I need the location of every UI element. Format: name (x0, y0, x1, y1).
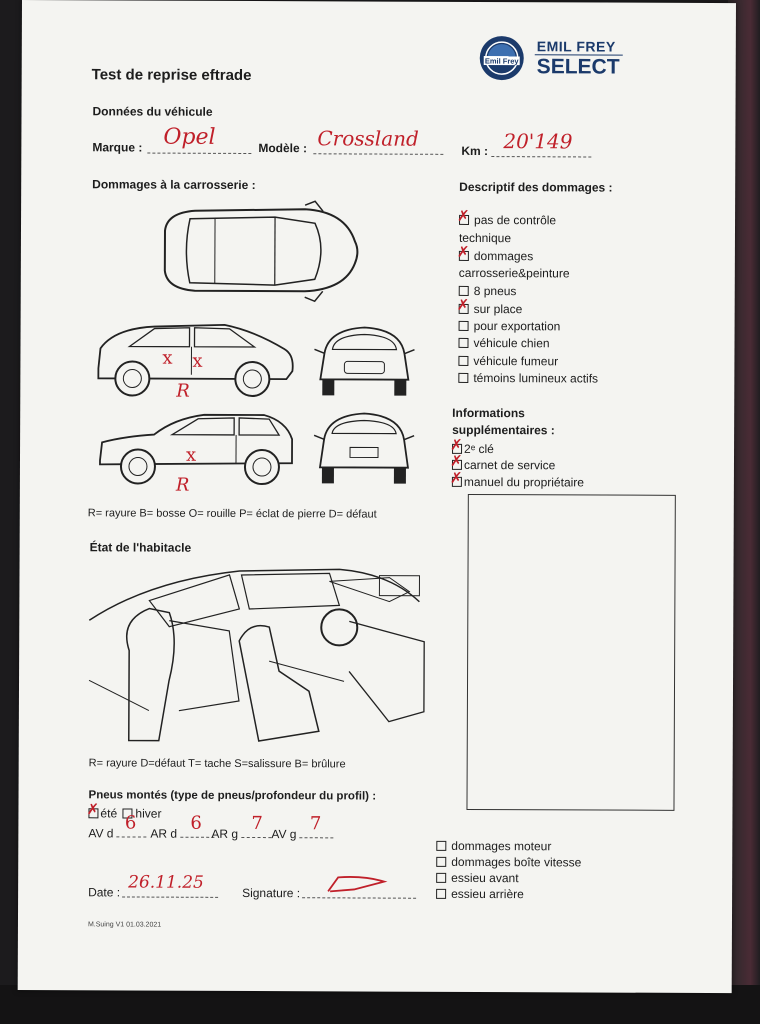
inspection-form-sheet (18, 0, 736, 993)
damage-item-export[interactable]: pour exportation (459, 319, 561, 333)
extra-info-heading-line1: Informations (452, 405, 525, 421)
checkbox-checked[interactable]: ✗ (449, 468, 463, 487)
checkbox[interactable] (459, 286, 469, 296)
checkbox[interactable] (458, 338, 468, 348)
marque-field[interactable] (147, 124, 251, 154)
car-front-view-drawing (314, 323, 414, 401)
damage-item-8-tires[interactable]: 8 pneus (459, 284, 517, 298)
form-title: Test de reprise eftrade (91, 66, 252, 85)
tire-type-winter[interactable]: hiver (122, 806, 161, 820)
emil-frey-badge-icon (478, 32, 528, 82)
vehicle-data-heading: Données du véhicule (92, 104, 213, 119)
modele-field[interactable] (313, 126, 443, 155)
damage-item-no-inspection[interactable]: ✗ pas de contrôle (457, 206, 557, 228)
mech-item-rear-axle[interactable]: essieu arrière (436, 887, 524, 901)
tire-ar-g-field[interactable]: 7 (241, 823, 271, 838)
checkbox[interactable] (436, 889, 446, 899)
extra-item-second-key[interactable]: ✗ 2ᵉ clé (450, 435, 494, 457)
tire-ar-d[interactable]: AR d 6 (150, 823, 214, 841)
km-field[interactable] (491, 129, 591, 157)
damage-mark-4: x (185, 444, 197, 466)
checkbox-checked[interactable]: ✗ (456, 295, 470, 314)
interior-legend: R= rayure D=défaut T= tache S=salissure B= brûlure (88, 757, 346, 771)
tire-av-g-field[interactable]: 7 (300, 823, 334, 838)
modele-value: Crossland (317, 126, 419, 151)
car-rear-view-drawing (314, 411, 414, 489)
interior-heading: État de l'habitacle (89, 540, 192, 555)
damage-item-label-cont: technique (458, 230, 512, 246)
bodywork-heading: Dommages à la carrosserie : (92, 177, 256, 193)
marque-label: Marque : (92, 140, 143, 155)
car-interior-drawing (89, 560, 425, 751)
notes-box[interactable] (466, 494, 675, 811)
damage-mark-3: R (176, 380, 190, 402)
logo-badge-text: Emil Frey (484, 56, 519, 66)
checkbox-checked[interactable]: ✗ (456, 242, 470, 261)
signature-label: Signature : (242, 885, 301, 901)
checkbox[interactable] (436, 841, 446, 851)
tires-heading: Pneus montés (type de pneus/profondeur du profil) : (88, 789, 377, 803)
damage-item-on-site[interactable]: ✗ sur place (456, 295, 523, 317)
modele-label: Modèle : (258, 141, 308, 156)
logo-brand-line1: EMIL FREY (536, 38, 616, 55)
tire-type-summer[interactable]: ✗ été (86, 800, 118, 821)
damage-description-heading: Descriptif des dommages : (459, 179, 613, 195)
date-label: Date : (88, 885, 121, 900)
extra-info-heading-line2: supplémentaires : (452, 422, 555, 438)
date-field[interactable] (122, 872, 218, 897)
logo-brand-line2: SELECT (536, 55, 620, 79)
car-right-side-drawing (94, 408, 299, 489)
damage-item-body-paint[interactable]: ✗ dommages (456, 242, 534, 264)
checkbox-checked[interactable]: ✗ (86, 800, 100, 819)
date-value: 26.11.25 (128, 872, 204, 893)
checkbox-checked[interactable]: ✗ (449, 451, 463, 470)
mech-item-front-axle[interactable]: essieu avant (436, 871, 518, 885)
checkbox[interactable] (458, 373, 468, 383)
signature-field[interactable] (302, 873, 416, 898)
checkbox-checked[interactable]: ✗ (457, 206, 470, 225)
checkbox[interactable] (458, 356, 468, 366)
tire-av-d-field[interactable]: 6 (117, 822, 147, 837)
tire-av-g[interactable]: AV g 7 (271, 823, 334, 841)
tire-av-d[interactable]: AV d 6 (88, 822, 147, 840)
damage-mark-5: R (175, 474, 190, 496)
extra-item-owner-manual[interactable]: ✗ manuel du propriétaire (449, 468, 585, 490)
km-value: 20'149 (503, 129, 573, 154)
damage-mark-1: x (162, 347, 173, 369)
marque-value: Opel (163, 124, 216, 150)
checkbox-checked[interactable]: ✗ (450, 435, 463, 454)
damage-item-smoker-vehicle[interactable]: véhicule fumeur (458, 354, 558, 368)
damage-item-label-cont: carrosserie&peinture (458, 265, 570, 281)
mech-item-engine[interactable]: dommages moteur (436, 839, 551, 854)
checkbox[interactable] (436, 857, 446, 867)
car-top-view-drawing (155, 201, 365, 302)
form-version: M.Suing V1 01.03.2021 (87, 921, 162, 929)
km-label: Km : (461, 143, 489, 159)
tire-ar-d-field[interactable]: 6 (180, 823, 214, 838)
mech-item-gearbox[interactable]: dommages boîte vitesse (436, 855, 581, 870)
tire-ar-g[interactable]: AR g 7 (211, 823, 271, 841)
signature-scribble (324, 873, 404, 893)
checkbox[interactable] (436, 873, 446, 883)
damage-item-dog-vehicle[interactable]: véhicule chien (458, 336, 549, 350)
bodywork-legend: R= rayure B= bosse O= rouille P= éclat de pierre D= défaut (87, 507, 377, 521)
extra-item-service-book[interactable]: ✗ carnet de service (449, 451, 556, 473)
damage-item-warning-lights[interactable]: témoins lumineux actifs (458, 371, 598, 386)
checkbox[interactable] (459, 321, 469, 331)
damage-mark-2: x (192, 350, 203, 372)
